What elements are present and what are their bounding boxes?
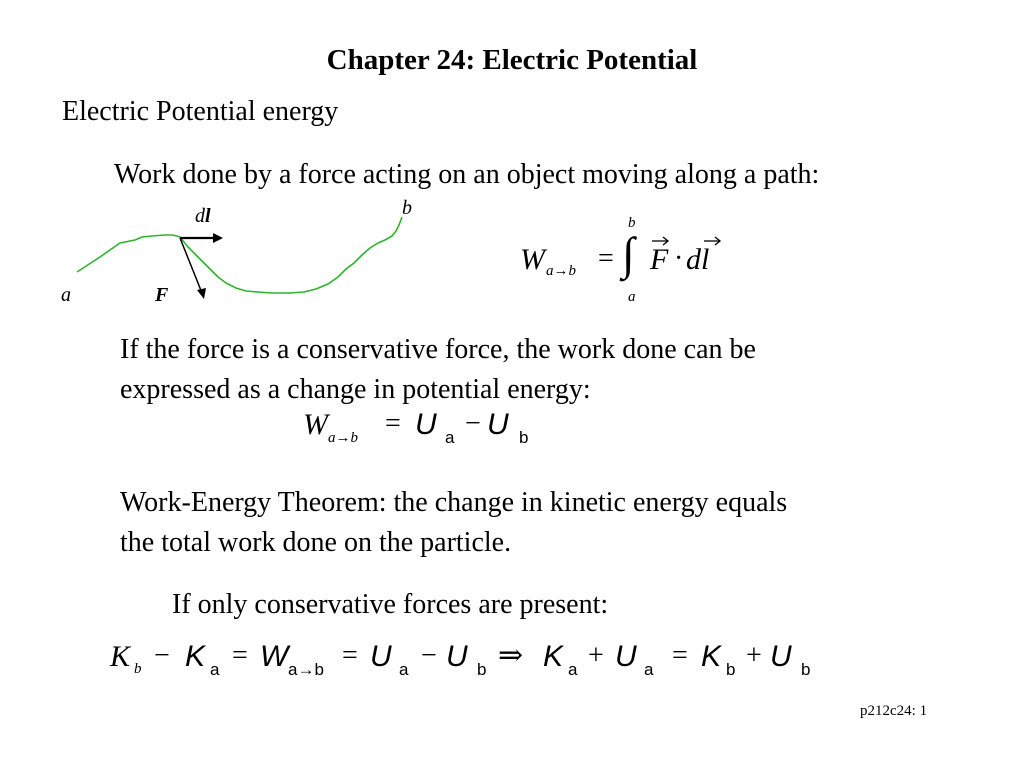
- work-integral-equation: [520, 215, 740, 310]
- eq1-lower-limit: a: [628, 289, 636, 305]
- energy-conservation-equation: [110, 640, 830, 684]
- eq1-dl: dl: [686, 243, 710, 276]
- eq3-W-sub: a→b: [288, 660, 324, 679]
- eq3-Ua-sub: a: [399, 660, 409, 679]
- page-title: Chapter 24: Electric Potential: [326, 44, 698, 76]
- paragraph-theorem-line1: Work-Energy Theorem: the change in kinetic energy equals: [120, 487, 788, 518]
- force-vector: [180, 238, 202, 293]
- eq2-sub-a: a: [445, 428, 455, 447]
- eq3-plus-2: +: [746, 640, 762, 671]
- eq3-Ub-sub: b: [477, 660, 487, 679]
- eq3-W: W: [260, 640, 289, 673]
- eq1-W: W: [520, 243, 545, 276]
- eq3-plus-1: +: [588, 640, 604, 671]
- paragraph-conservative-line2: expressed as a change in potential energy:: [120, 374, 591, 405]
- eq1-dl-vector-arrow: [703, 235, 723, 247]
- eq3-Kb2-sub: b: [726, 660, 736, 679]
- dl-label: dl: [195, 205, 211, 227]
- paragraph-work-path: Work done by a force acting on an object moving along a path:: [114, 159, 820, 190]
- eq3-Kb2: K: [701, 640, 722, 673]
- force-arrowhead: [197, 288, 206, 299]
- eq3-Ub2-sub: b: [801, 660, 811, 679]
- eq2-equals: =: [385, 408, 401, 439]
- eq3-Ka2: K: [543, 640, 564, 673]
- eq3-Kb-sub: b: [134, 661, 142, 677]
- eq2-subscript: a→b: [328, 430, 358, 446]
- eq2-sub-b: b: [519, 428, 529, 447]
- eq3-equals-2: =: [342, 640, 358, 671]
- eq3-Kb: K: [110, 640, 131, 673]
- eq3-Ka-sub: a: [210, 660, 220, 679]
- eq3-Ua2-sub: a: [644, 660, 654, 679]
- eq3-equals-3: =: [672, 640, 688, 671]
- eq3-Ua: U: [370, 640, 392, 673]
- eq3-Ub2: U: [770, 640, 792, 673]
- eq2-W: W: [303, 408, 328, 441]
- path-diagram: [40, 195, 440, 315]
- eq2-Ub: U: [487, 408, 509, 441]
- paragraph-conservative-line1: If the force is a conservative force, the work done can be: [120, 334, 756, 365]
- paragraph-theorem-line2: the total work done on the particle.: [120, 527, 512, 558]
- eq1-subscript: a→b: [546, 263, 576, 279]
- point-a-label: a: [61, 284, 71, 306]
- eq3-minus-1: −: [154, 640, 170, 671]
- potential-energy-equation: [303, 408, 563, 452]
- eq3-Ka2-sub: a: [568, 660, 578, 679]
- eq3-Ka: K: [185, 640, 206, 673]
- eq2-minus: −: [465, 408, 481, 439]
- eq1-integral-sign: ∫: [622, 228, 635, 279]
- eq3-Ua2: U: [615, 640, 637, 673]
- eq1-F: F: [650, 243, 669, 276]
- eq1-upper-limit: b: [628, 215, 636, 231]
- eq3-implies: ⇒: [498, 639, 524, 672]
- force-label: F: [155, 284, 169, 306]
- eq1-dot: ·: [674, 243, 684, 274]
- dl-arrowhead: [213, 233, 223, 243]
- path-diagram-svg: [40, 195, 440, 315]
- eq3-Ub: U: [446, 640, 468, 673]
- eq3-equals-1: =: [232, 640, 248, 671]
- section-heading: Electric Potential energy: [62, 96, 339, 127]
- slide-footer: p212c24: 1: [860, 703, 928, 719]
- paragraph-only-conservative: If only conservative forces are present:: [172, 589, 609, 620]
- eq1-equals: =: [598, 243, 614, 274]
- eq3-minus-2: −: [421, 640, 437, 671]
- eq2-Ua: U: [415, 408, 437, 441]
- eq1-F-vector-arrow-svg: [651, 235, 671, 247]
- point-b-label: b: [402, 197, 412, 219]
- green-path: [77, 217, 402, 293]
